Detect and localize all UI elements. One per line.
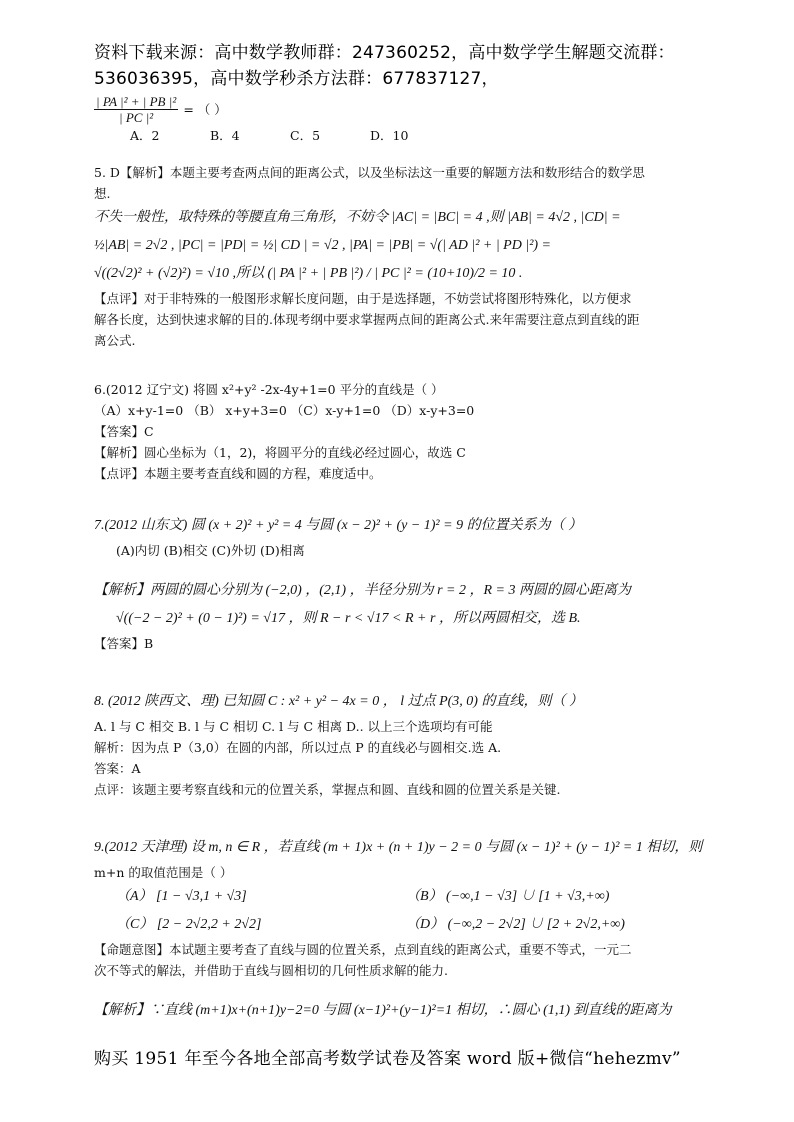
q5-fraction-numerator: | PA |² + | PB |² (96, 94, 177, 109)
q5-comment-line-1: 【点评】对于非特殊的一般图形求解长度问题，由于是选择题，不妨尝试将图形特殊化，以方便求 (94, 291, 632, 306)
q7-answer: 【答案】B (94, 636, 154, 651)
q9-stem-line-1: 9.(2012 天津理) 设 m, n ∈ R ，若直线 (m + 1)x + (n + 1)y − 2 = 0 与圆 (x − 1)² + (y − 1)² = 1 相切，则 (94, 840, 703, 855)
q5-fraction-tail: = （ ） (183, 102, 227, 117)
q9-intent-line-2: 次不等式的解法，并借助于直线与圆相切的几何性质求解的能力. (94, 963, 448, 978)
q8-stem: 8. (2012 陕西文、理) 已知圆 C : x² + y² − 4x = 0 ， l 过点 P(3, 0) 的直线，则（ ） (94, 694, 583, 709)
q5-options (94, 125, 714, 146)
q9-stem-line-2: m+n 的取值范围是（ ） (94, 865, 233, 880)
q9-option-a: （A） [1 − √3,1 + √3] (116, 889, 247, 904)
q9-option-c: （C） [2 − 2√2,2 + 2√2] (116, 917, 262, 932)
q5-solution-line-2: 想. (94, 186, 111, 201)
q5-option-c: C．5 (290, 128, 321, 143)
header-line-2: 536036395，高中数学秒杀方法群：677837127， (94, 69, 499, 89)
q6-options: （A）x+y-1=0 （B） x+y+3=0 （C）x-y+1=0 （D）x-y+3=0 (94, 403, 475, 418)
header-source-info (94, 40, 714, 92)
q6-answer: 【答案】C (94, 424, 154, 439)
q5-solution-line-3: 不失一般性，取特殊的等腰直角三角形，不妨令 |AC| = |BC| = 4 ,则 |AB| = 4√2 , |CD| = (94, 210, 621, 225)
q9-options-ab (94, 883, 714, 911)
q5-solution-line-1: 5. D【解析】本题主要考查两点间的距离公式，以及坐标法这一重要的解题方法和数形结合的数学思 (94, 165, 645, 180)
q7-analysis-line-2: √((−2 − 2)² + (0 − 1)²) = √17 ，则 R − r < √17 < R + r ，所以两圆相交，选 B. (116, 611, 581, 626)
q5-comment-line-2: 解各长度，达到快速求解的目的.体现考纲中要求掌握两点间的距离公式.来年需要注意点到直线的距 (94, 312, 640, 327)
q5-option-b: B．4 (210, 128, 240, 143)
q5-option-d: D．10 (370, 128, 409, 143)
q9-options-cd (94, 911, 714, 939)
q9-analysis: 【解析】∵直线 (m+1)x+(n+1)y−2=0 与圆 (x−1)²+(y−1)²=1 相切，∴圆心 (1,1) 到直线的距离为 (94, 1003, 672, 1018)
q5-comment-line-3: 离公式. (94, 333, 136, 348)
q5-fraction (94, 94, 178, 125)
q5-option-a: A．2 (130, 128, 160, 143)
header-line-1: 资料下载来源：高中数学教师群：247360252，高中数学学生解题交流群： (94, 43, 675, 63)
q6-analysis: 【解析】圆心坐标为（1，2)，将圆平分的直线必经过圆心，故选 C (94, 445, 466, 460)
q5-fraction-denominator: | PC |² (119, 110, 154, 125)
q7-analysis-line-1: 【解析】两圆的圆心分别为 (−2,0) ，(2,1) ，半径分别为 r = 2 ，R = 3 两圆的圆心距离为 (94, 583, 631, 598)
document-page (94, 40, 714, 1025)
footer-promo: 购买 1951 年至今各地全部高考数学试卷及答案 word 版+微信“hehezmv” (94, 1049, 681, 1069)
q6-stem: 6.(2012 辽宁文) 将圆 x²+y² -2x-4y+1=0 平分的直线是（ ） (94, 382, 444, 397)
q8-analysis: 解析：因为点 P（3,0）在圆的内部，所以过点 P 的直线必与圆相交.选 A. (94, 740, 502, 755)
q5-solution-line-4: ½|AB| = 2√2 , |PC| = |PD| = ½| CD | = √2 , |PA| = |PB| = √(| AD |² + | PD |²) = (94, 238, 552, 253)
q9-option-d: （D） (−∞,2 − 2√2] ∪ [2 + 2√2,+∞) (406, 917, 625, 932)
q5-solution-line-5: √((2√2)² + (√2)²) = √10 ,所以 (| PA |² + | PB |²) / | PC |² = (10+10)/2 = 10 . (94, 266, 523, 281)
q9-intent-line-1: 【命题意图】本试题主要考查了直线与圆的位置关系，点到直线的距离公式，重要不等式，一元二 (94, 942, 632, 957)
q8-answer: 答案：A (94, 761, 141, 776)
q8-comment: 点评：该题主要考察直线和元的位置关系，掌握点和圆、直线和圆的位置关系是关键. (94, 782, 561, 797)
q6-comment: 【点评】本题主要考查直线和圆的方程，难度适中。 (94, 466, 382, 481)
q7-options: (A)内切 (B)相交 (C)外切 (D)相离 (116, 543, 305, 558)
q9-option-b: （B） (−∞,1 − √3] ∪ [1 + √3,+∞) (406, 889, 610, 904)
q5-fraction-stem (94, 94, 714, 125)
q7-stem: 7.(2012 山东文) 圆 (x + 2)² + y² = 4 与圆 (x − 2)² + (y − 1)² = 9 的位置关系为（ ） (94, 518, 583, 533)
q8-options: A. l 与 C 相交 B. l 与 C 相切 C. l 与 C 相离 D.. 以上三个选项均有可能 (94, 719, 493, 734)
